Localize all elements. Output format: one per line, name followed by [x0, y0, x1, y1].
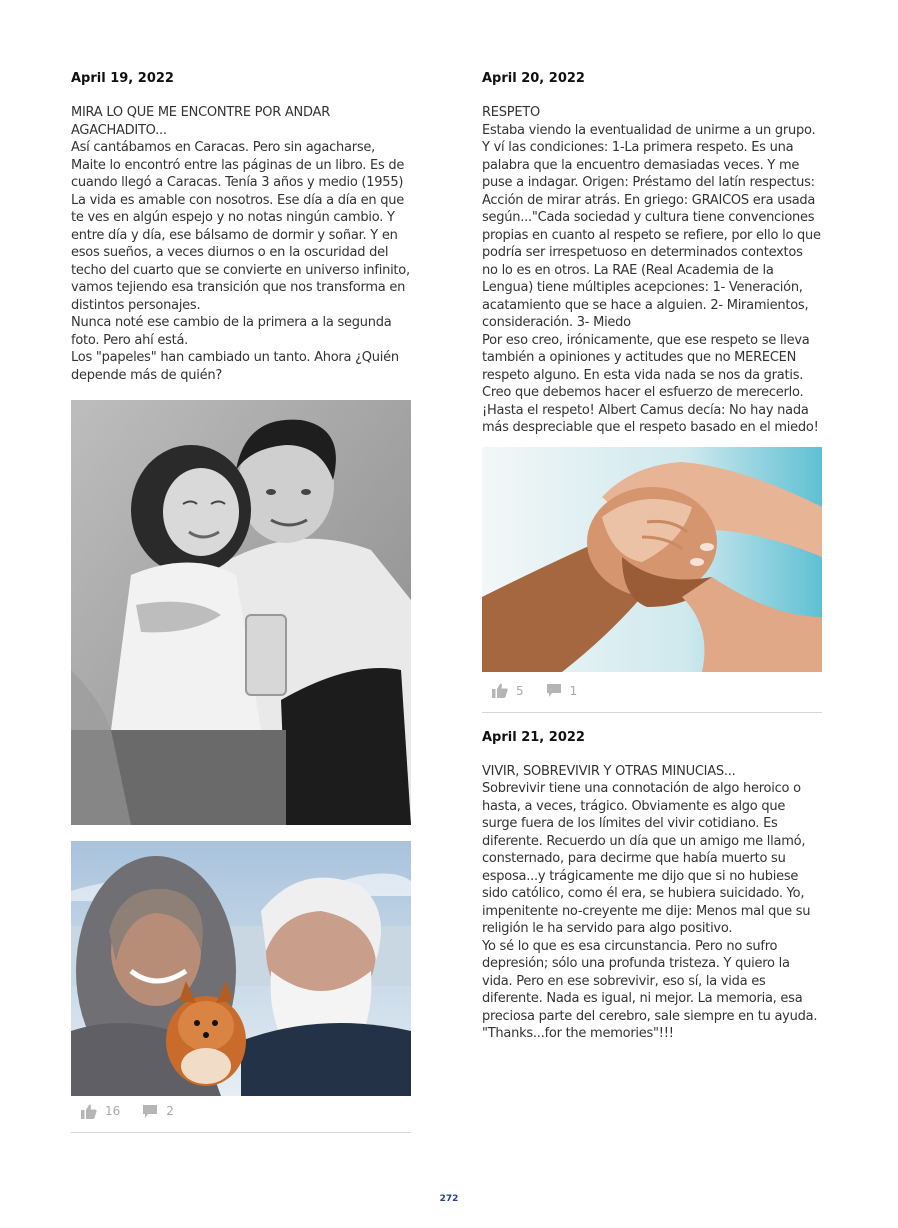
reactions-bar — [71, 1096, 411, 1126]
comment-count: 1 — [569, 683, 578, 698]
thumbs-up-icon — [81, 1104, 97, 1119]
post-paragraph: La vida es amable con nosotros. Ese día a día en que te ves en algún espejo y no notas ningún cambio. Y entre día y día, ese bálsamo de dormir y soñar. Y en esos sueños, a veces diurnos o en la oscuridad del techo del cuarto que se convierte en universo infinito, vamos tejiendo esa transición que nos transforma en distintos personajes. — [71, 192, 410, 313]
like-count: 5 — [516, 683, 524, 698]
selfie-couple-with-dog[interactable] — [71, 841, 411, 1096]
post-april-20 — [482, 70, 822, 713]
divider — [71, 1132, 411, 1133]
post-body — [482, 104, 822, 437]
post-paragraph: Por eso creo, irónicamente, que ese respeto se lleva también a opiniones y actitudes que no MERECEN respeto alguno. En esta vida nada se nos da gratis. Creo que debemos hacer el esfuerzo de merecerlo. ¡Hasta el respeto! Albert Camus decía: No hay nada más despreciable que el respeto basado en el miedo! — [482, 332, 819, 435]
post-date: April 19, 2022 — [71, 71, 174, 86]
comment-count: 2 — [166, 1104, 174, 1118]
post-date: April 21, 2022 — [482, 729, 585, 745]
comment-icon — [546, 683, 562, 698]
post-april-21 — [482, 729, 822, 1043]
post-paragraph: Yo sé lo que es esa circunstancia. Pero no sufro depresión; sólo una profunda tristeza. Y quiero la vida. Pero en ese sobrevivir, eso sí, la vida es diferente. Nada es igual, ni mejor. La memoria, esa preciosa parte del cerebro, sale siempre en tu ayuda. "Thanks...for the memories"!!! — [482, 938, 818, 1041]
post-body — [482, 763, 822, 1043]
like-count: 16 — [105, 1104, 121, 1118]
post-paragraph: Estaba viendo la eventualidad de unirme a un grupo. Y ví las condiciones: 1-La primera respeto. Es una palabra que la encuentro demasiadas veces. Y me puse a indagar. Origen: Préstamo del latín respectus: Acción de mirar atrás. En griego: GRAICOS era usada según..."Cada sociedad y cultura tiene convenciones propias en cuanto al respeto se refiere, por ello lo que podría ser irrespetuoso en determinados contextos no lo es en otros. La RAE (Real Academia de la Lengua) tiene múltiples acepciones: 1- Veneración, acatamiento que se hace a alguien. 2- Miramientos, consideración. 3- Miedo — [482, 122, 821, 330]
post-date: April 20, 2022 — [482, 71, 585, 86]
post-title: VIVIR, SOBREVIVIR Y OTRAS MINUCIAS... — [482, 763, 736, 779]
thumbs-up-icon — [492, 683, 508, 698]
post-body — [71, 104, 411, 384]
post-paragraph: Nunca noté ese cambio de la primera a la segunda foto. Pero ahí está. — [71, 315, 392, 348]
post-april-19 — [71, 70, 411, 1133]
clasped-hands-photo[interactable] — [482, 447, 822, 672]
post-title: MIRA LO QUE ME ENCONTRE POR ANDAR AGACHADITO... — [71, 105, 330, 138]
like-button[interactable] — [81, 1104, 120, 1119]
like-button[interactable] — [492, 683, 524, 698]
page-number: 272 — [439, 1194, 459, 1204]
comment-button[interactable] — [142, 1104, 174, 1119]
comment-icon — [142, 1104, 158, 1119]
comment-button[interactable] — [546, 683, 578, 698]
post-paragraph: Los "papeles" han cambiado un tanto. Ahora ¿Quién depende más de quién? — [71, 350, 399, 383]
post-paragraph: Así cantábamos en Caracas. Pero sin agacharse, Maite lo encontró entre las páginas de un libro. Es de cuando llegó a Caracas. Tenía 3 años y medio (1955) — [71, 140, 405, 190]
right-column — [482, 70, 822, 1043]
reactions-bar — [482, 676, 822, 706]
vintage-photo-girl-and-man[interactable] — [71, 400, 411, 825]
post-title: RESPETO — [482, 105, 540, 120]
left-column — [71, 70, 411, 1133]
post-paragraph: Sobrevivir tiene una connotación de algo heroico o hasta, a veces, trágico. Obviamente es algo que surge fuera de los límites del vivir cotidiano. Es diferente. Recuerdo un día que un amigo me llamó, consternado, para decirme que había muerto su esposa...y trágicamente me dijo que si no hubiese sido católico, como él era, se hubiera suicidado. Yo, impenitente no-creyente me dije: Menos mal que su religión le ha servido para algo positivo. — [482, 781, 811, 936]
divider — [482, 712, 822, 713]
